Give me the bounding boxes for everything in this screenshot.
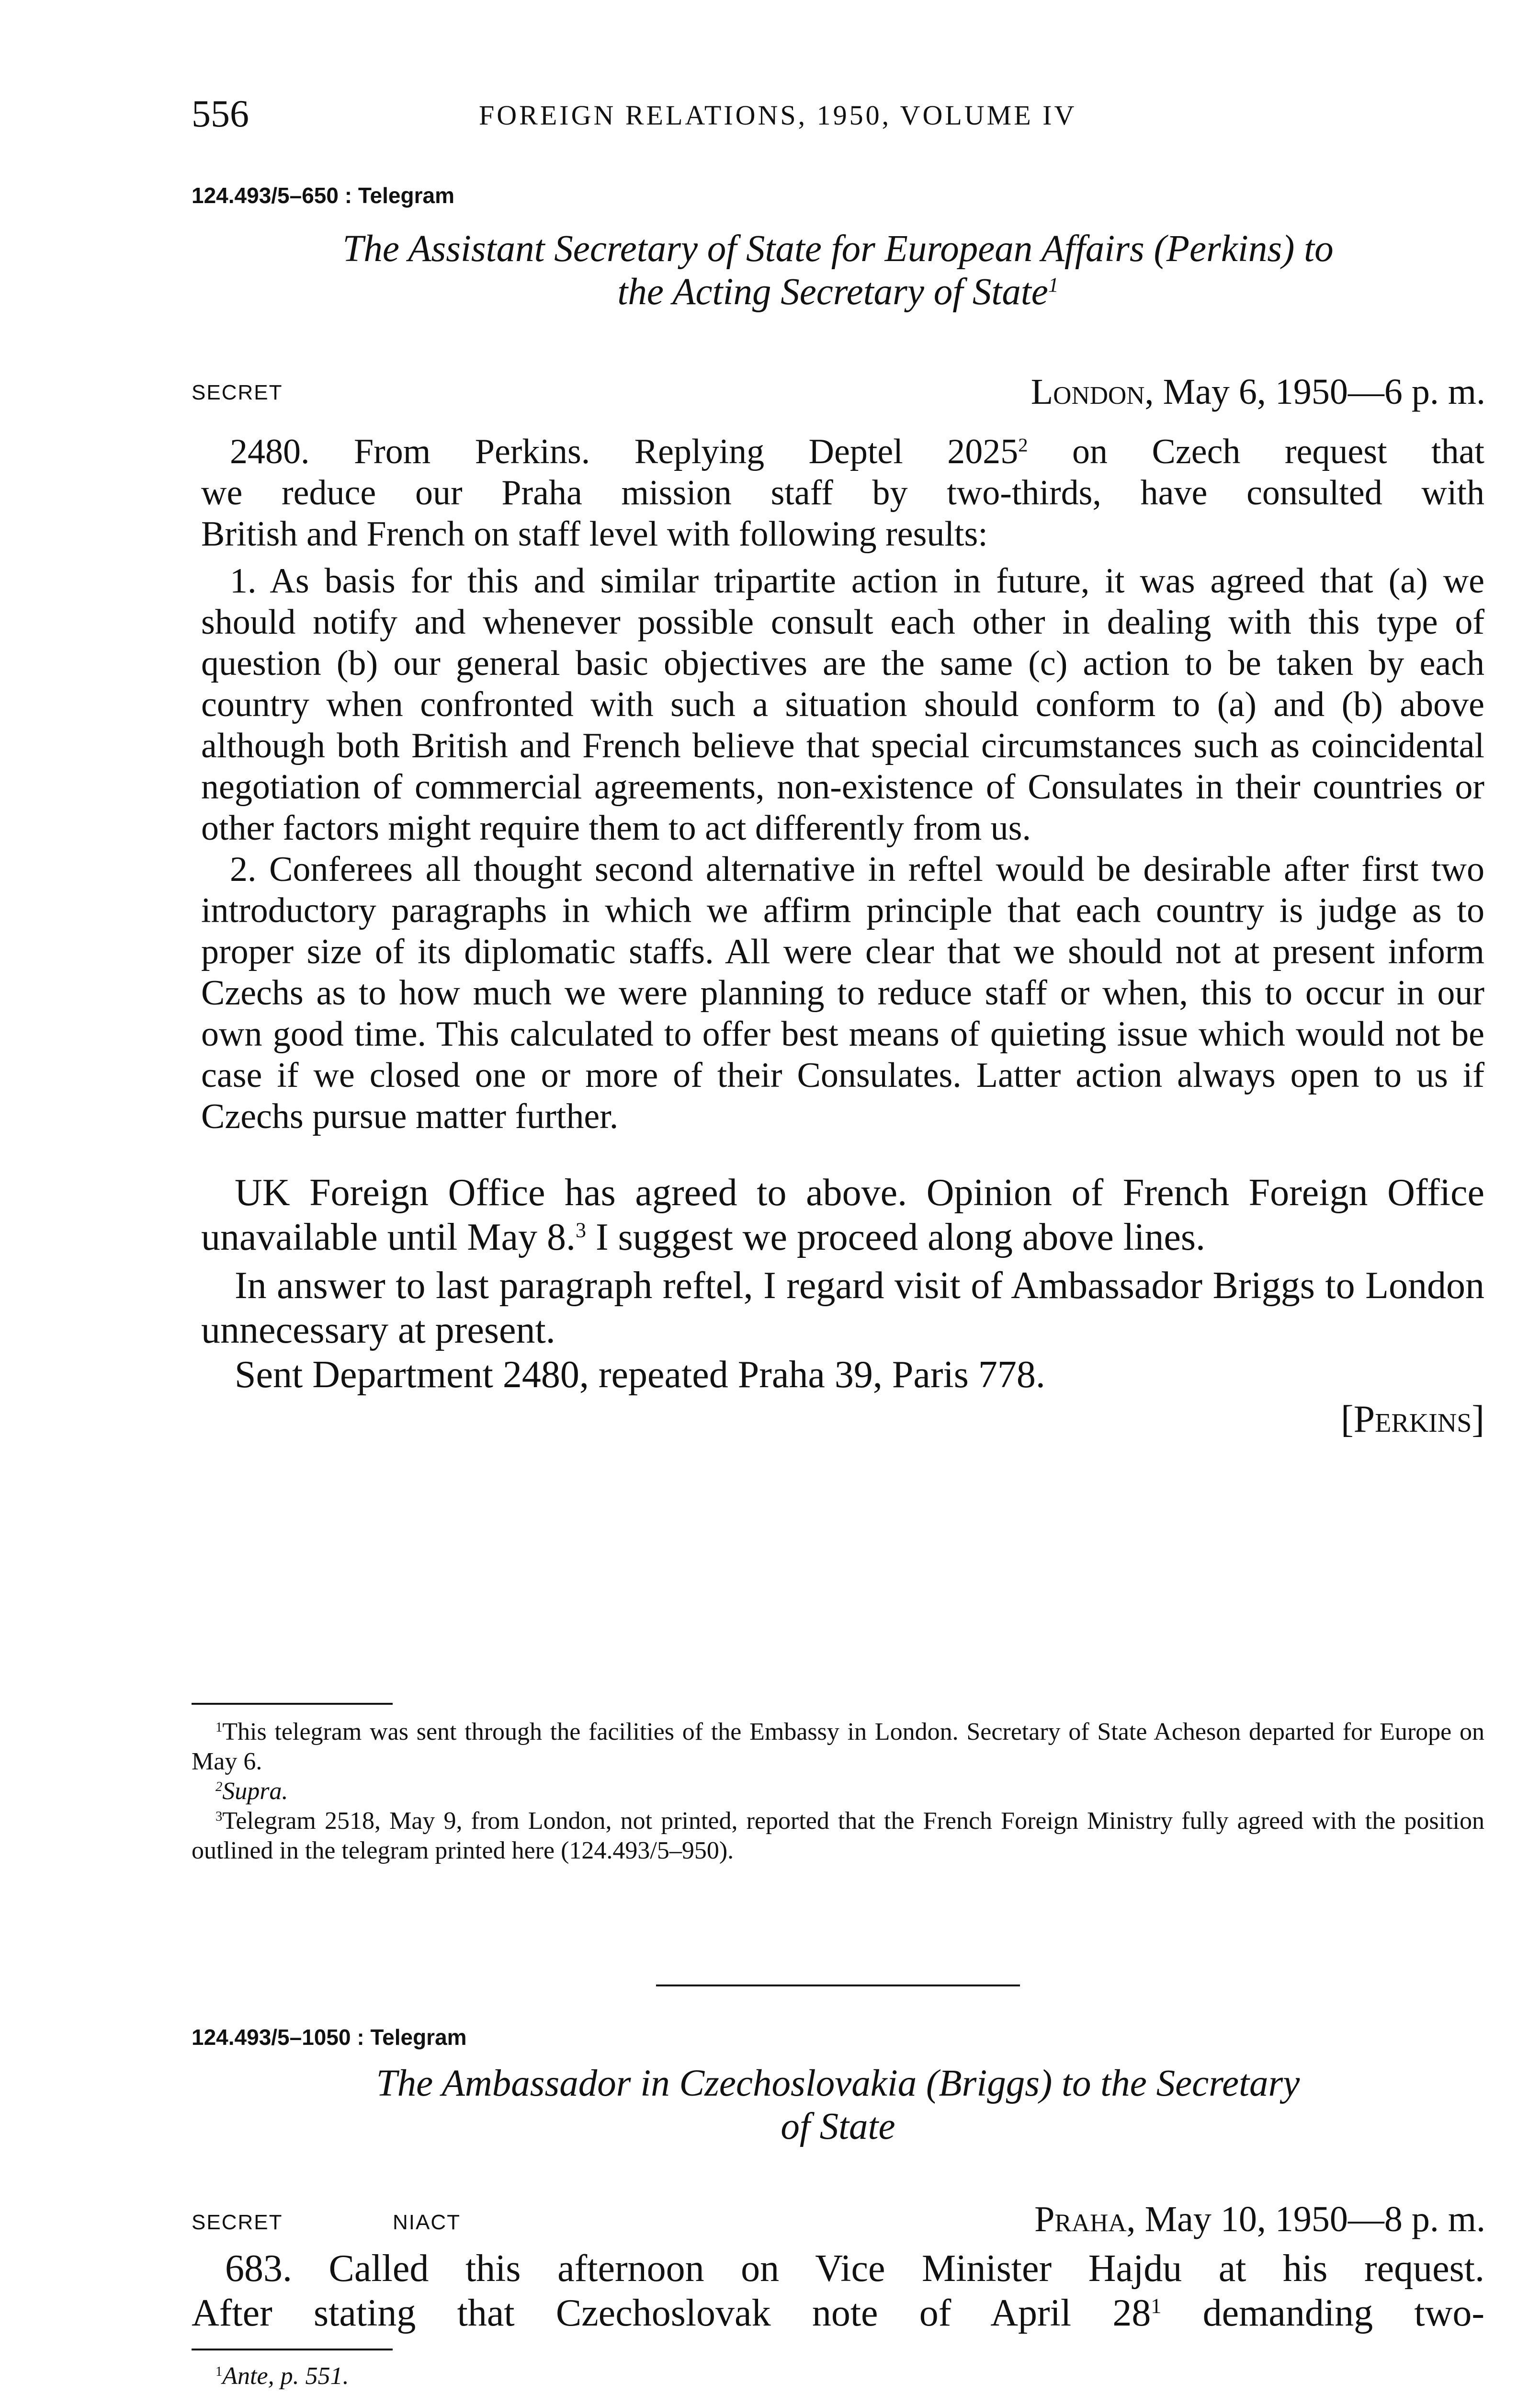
doc2-para-1-text-b: demanding two- <box>1161 2292 1484 2334</box>
doc1-para-1-line3: British and French on staff level with following results: <box>201 514 988 554</box>
doc1-para-1-line1 <box>201 431 1484 472</box>
doc1-footnote-2-mark: 2 <box>215 1779 223 1794</box>
doc2-dateline <box>1034 2201 1485 2237</box>
doc1-title-line2 <box>192 271 1484 314</box>
doc1-para-4-text-a: UK Foreign Office has agreed to above. Opinion of French Foreign Office unavailable until May 8. <box>201 1172 1484 1258</box>
doc1-classification: SECRET <box>192 381 283 404</box>
doc1-para-4-footnote-mark: 3 <box>576 1218 587 1242</box>
doc1-footnote-2-text: Supra. <box>222 1778 288 1805</box>
doc2-title-line1: The Ambassador in Czechoslovakia (Briggs) to the Secretary <box>376 2063 1300 2104</box>
doc2-classification: SECRET <box>192 2211 283 2234</box>
doc2-footnote-1-text: Ante, p. 551. <box>222 2362 349 2390</box>
doc1-para-1-text: 2480. From Perkins. Replying Deptel 2025 <box>230 432 1019 471</box>
doc1-footnote-1-mark: 1 <box>215 1720 223 1735</box>
doc1-para-4 <box>201 1171 1484 1260</box>
doc1-para-1-tail: on Czech request that <box>1028 432 1484 471</box>
doc2-dateline-date: May 10, 1950—8 p. m. <box>1135 2199 1485 2239</box>
doc1-title <box>192 228 1484 314</box>
doc2-para-1-footnote-mark: 1 <box>1151 2294 1162 2318</box>
doc1-para-1-line2: we reduce our Praha mission staff by two-thirds, have consulted with <box>201 473 1484 513</box>
page-number: 556 <box>192 93 249 135</box>
doc1-para-6: Sent Department 2480, repeated Praha 39, Paris 778. <box>235 1354 1045 1396</box>
doc1-para-4-text-b: I suggest we proceed along above lines. <box>586 1216 1205 1258</box>
doc2-para-1-line2 <box>192 2291 1484 2336</box>
doc2-file-ref: 124.493/5–1050 : Telegram <box>192 2025 467 2050</box>
section-divider <box>656 1984 1020 1986</box>
doc1-file-ref: 124.493/5–650 : Telegram <box>192 183 454 208</box>
doc1-dateline <box>1031 374 1485 410</box>
doc2-niact: NIACT <box>393 2211 461 2234</box>
doc1-title-line1: The Assistant Secretary of State for European Affairs (Perkins) to <box>342 228 1334 270</box>
doc1-para-1-footnote-mark: 2 <box>1018 434 1028 456</box>
doc2-title-line2: of State <box>781 2106 895 2147</box>
doc1-title-footnote-mark: 1 <box>1048 273 1059 297</box>
doc1-footnote-3-mark: 3 <box>215 1809 223 1824</box>
doc1-footnote-rule <box>192 1703 393 1705</box>
doc1-dateline-place: London, <box>1030 372 1154 412</box>
doc1-para-3: 2. Conferees all thought second alternative in reftel would be desirable after first two introductory paragraphs in which we affirm principle that each country is judge as to proper size of its diplomatic staffs. All were clear that we should not at present inform Czechs as to how much we were planning to reduce staff or when, this to occur in our own good time. This calculated to offer best means of quieting issue which would not be case if we closed one or more of their Consulates. Latter action always open to us if Czechs pursue matter further. <box>201 850 1484 1136</box>
doc2-footnote-rule <box>192 2349 393 2350</box>
doc2-para-1-text-a: After stating that Czechoslovak note of April 28 <box>192 2292 1151 2334</box>
doc2-body <box>192 2247 1484 2336</box>
doc1-para-2: 1. As basis for this and similar tripartite action in future, it was agreed that (a) we should notify and whenever possible consult each other in dealing with this type of question (b) our general basic objectives are the same (c) action to be taken by each country when confronted with such a situation should conform to (a) and (b) above although both British and French believe that special circumstances such as coincidental negotiation of commercial agreements, non-existence of Consulates in their countries or other factors might require them to act differently from us. <box>201 561 1484 848</box>
doc1-signature: [Perkins] <box>1340 1398 1484 1440</box>
doc1-footnote-1-text: This telegram was sent through the facilities of the Embassy in London. Secretary of State Acheson departed for Europe on May 6. <box>192 1718 1484 1775</box>
running-title: FOREIGN RELATIONS, 1950, VOLUME IV <box>479 100 1077 131</box>
doc1-body <box>201 431 1484 1442</box>
doc1-para-5: In answer to last paragraph reftel, I regard visit of Ambassador Briggs to London unnecessary at present. <box>201 1265 1484 1351</box>
doc1-footnote-3 <box>192 1806 1484 1866</box>
doc1-footnote-1 <box>192 1717 1484 1777</box>
doc1-dateline-date: May 6, 1950—6 p. m. <box>1154 372 1485 412</box>
doc1-footnote-3-text: Telegram 2518, May 9, from London, not printed, reported that the French Foreign Ministry fully agreed with the position outlined in the telegram printed here (124.493/5–950). <box>192 1807 1484 1864</box>
doc1-footnotes <box>192 1717 1484 1866</box>
doc2-dateline-place: Praha, <box>1034 2199 1136 2239</box>
doc2-title <box>192 2062 1484 2148</box>
doc2-para-1-line1: 683. Called this afternoon on Vice Minister Hajdu at his request. <box>225 2247 1484 2290</box>
doc1-title-line2-text: the Acting Secretary of State <box>617 271 1048 313</box>
doc2-footnote-1 <box>215 2361 349 2391</box>
doc2-footnote-1-mark: 1 <box>215 2364 223 2379</box>
doc1-footnote-2 <box>192 1777 1484 1806</box>
